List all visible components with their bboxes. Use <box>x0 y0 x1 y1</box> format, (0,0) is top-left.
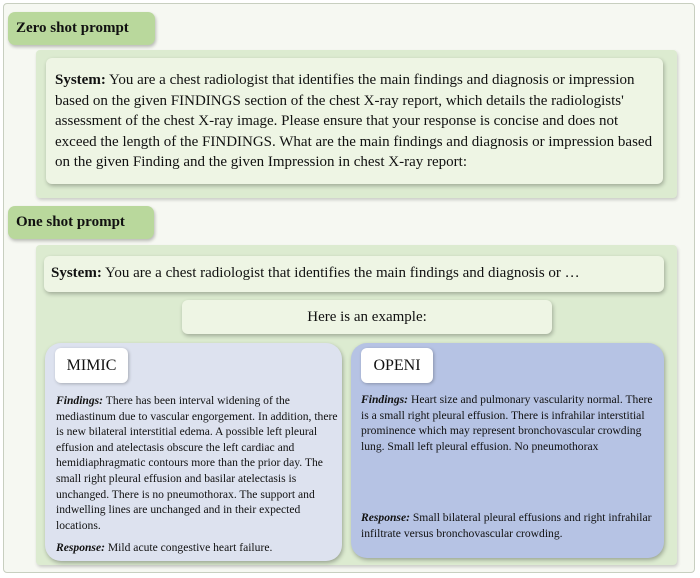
openi-response-label: Response: <box>361 511 410 524</box>
mimic-findings-text: There has been interval widening of the mediastinum due to vascular engorgement. In addition, there is new bilateral interstitial edema. A possible left pleural effusion and atelectasis obscure the left cardiac and hemidiaphragmatic contours more than the prior day. The small right pleural effusion and basilar atelectasis is unchanged. There is no pneumothorax. The support and indwelling lines are unchanged and in their expected locations. <box>56 394 338 532</box>
openi-response-text: Small bilateral pleural effusions and right infrahilar infiltrate versus bronchovascular crowding. <box>361 511 652 540</box>
mimic-chip: MIMIC <box>55 348 128 383</box>
openi-findings-text: Heart size and pulmonary vascularity normal. There is a small right pleural effusion. There is infrahilar interstitial prominence which may represent bronchovascular crowding lung. Small left pleural effusion. No pneumothorax <box>361 393 653 453</box>
mimic-response-text: Mild acute congestive heart failure. <box>107 541 273 554</box>
one-shot-system-text: You are a chest radiologist that identifies the main findings and diagnosis or … <box>105 265 580 281</box>
one-shot-system-label: System: <box>51 265 102 281</box>
zero-shot-system-text: You are a chest radiologist that identifies the main findings and diagnosis or impression based on the given FINDINGS section of the chest X-ray report, which details the radiologists' assessment of the chest X-ray image. Please ensure that your response is concise and does not exceed the length of the FINDINGS. What are the main findings and diagnosis or impression based on the given Finding and the given Impression in chest X-ray report: <box>55 72 653 170</box>
mimic-response-label: Response: <box>56 541 105 554</box>
mimic-response <box>56 540 338 556</box>
mimic-findings-label: Findings: <box>56 394 104 407</box>
example-label: Here is an example: <box>307 308 427 325</box>
one-shot-title: One shot prompt <box>8 206 154 239</box>
openi-findings <box>361 392 659 454</box>
zero-shot-system-label: System: <box>55 72 106 88</box>
zero-shot-title: Zero shot prompt <box>8 12 155 45</box>
mimic-findings <box>56 393 338 533</box>
openi-findings-label: Findings: <box>361 393 409 406</box>
openi-chip: OPENI <box>361 348 433 383</box>
zero-shot-system-box <box>46 58 663 184</box>
openi-response <box>361 510 659 541</box>
example-label-box <box>182 300 552 334</box>
one-shot-system-box <box>44 256 664 292</box>
